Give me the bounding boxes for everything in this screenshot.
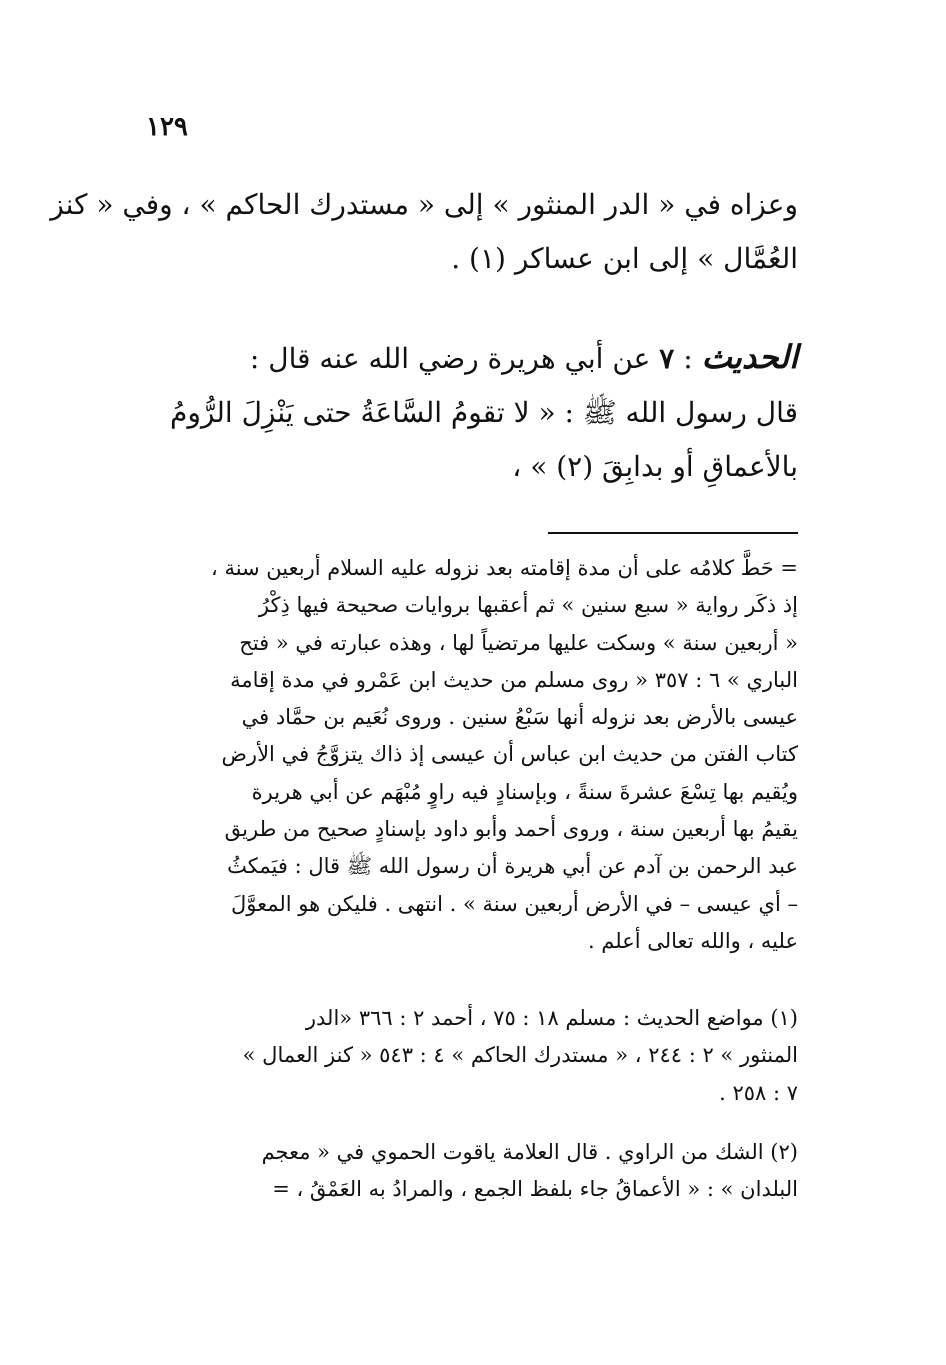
- footnote-line: المنثور » ٢ : ٢٤٤ ، « مستدرك الحاكم » ٤ : ٥٤٣ « كنز العمال »: [242, 1043, 798, 1068]
- intro-line: العُمَّال » إلى ابن عساكر (١) .: [451, 242, 798, 275]
- intro-paragraph: [50, 178, 798, 286]
- footnote-line: كتاب الفتن من حديث ابن عباس أن عيسى إذ ذاك يتزوَّجُ في الأرض: [221, 742, 798, 767]
- footnote-line: « أربعين سنة » وسكت عليها مرتضياً لها ، وهذه عبارته في « فتح: [239, 630, 798, 655]
- hadith-heading-line: [140, 330, 798, 386]
- footnote-continuation: [140, 550, 798, 960]
- footnote-line: ويُقيم بها تِسْعَ عشرةَ سنةً ، وبإسنادٍ فيه راوٍ مُبْهَم عن أبي هريرة: [251, 779, 798, 804]
- footnote-line: البلدان » : « الأعماقُ جاء بلفظ الجمع ، والمرادُ به العَمْقُ ، =: [272, 1177, 798, 1202]
- hadith-label: الحديث: [701, 338, 798, 376]
- hadith-number: ٧: [659, 342, 675, 375]
- footnote-line: يقيمُ بها أربعين سنة ، وروى أحمد وأبو داود بإسنادٍ صحيح من طريق: [224, 817, 798, 842]
- footnote-line: (١) مواضع الحديث : مسلم ١٨ : ٧٥ ، أحمد ٢ : ٣٦٦ «الدر: [305, 1006, 798, 1030]
- footnote-1: [140, 1000, 798, 1112]
- footnote-line: الباري » ٦ : ٣٥٧ « روى مسلم من حديث ابن عَمْرو في مدة إقامة: [230, 667, 798, 692]
- footnote-line: عيسى بالأرض بعد نزوله أنها سَبْعُ سنين . وروى نُعَيم بن حمَّاد في: [241, 705, 798, 730]
- footnote-line: = حَطَّ كلامُه على أن مدة إقامته بعد نزوله عليه السلام أربعين سنة ،: [210, 556, 798, 580]
- footnote-line: عبد الرحمن بن آدم عن أبي هريرة أن رسول الله ﷺ قال : فيَمكثُ: [227, 854, 798, 879]
- footnote-line: إذ ذكَر رواية « سبع سنين » ثم أعقبها بروايات صحيحة فيها ذِكْرُ: [258, 593, 798, 618]
- footnote-line: عليه ، والله تعالى أعلم .: [587, 928, 798, 953]
- hadith-paragraph: [140, 330, 798, 494]
- footnote-line: ٧ : ٢٥٨ .: [719, 1080, 798, 1105]
- hadith-colon: :: [674, 342, 693, 375]
- intro-line: وعزاه في « الدر المنثور » إلى « مستدرك الحاكم » ، وفي « كنز: [50, 188, 798, 221]
- footnote-2: [140, 1134, 798, 1209]
- footnote-line: – أي عيسى – في الأرض أربعين سنة » . انتهى . فليكن هو المعوَّلَ: [230, 891, 798, 916]
- footnote-line: (٢) الشك من الراوي . قال العلامة ياقوت الحموي في « معجم: [261, 1140, 798, 1164]
- hadith-line: قال رسول الله ﷺ : « لا تقومُ السَّاعَةُ حتى يَنْزِلَ الرُّومُ: [170, 396, 798, 429]
- footnote-separator: [548, 532, 798, 534]
- hadith-opening: عن أبي هريرة رضي الله عنه قال :: [249, 342, 651, 375]
- hadith-line: بالأعماقِ أو بدابِقَ (٢) » ،: [512, 450, 798, 483]
- page-number: ١٢٩: [146, 112, 188, 142]
